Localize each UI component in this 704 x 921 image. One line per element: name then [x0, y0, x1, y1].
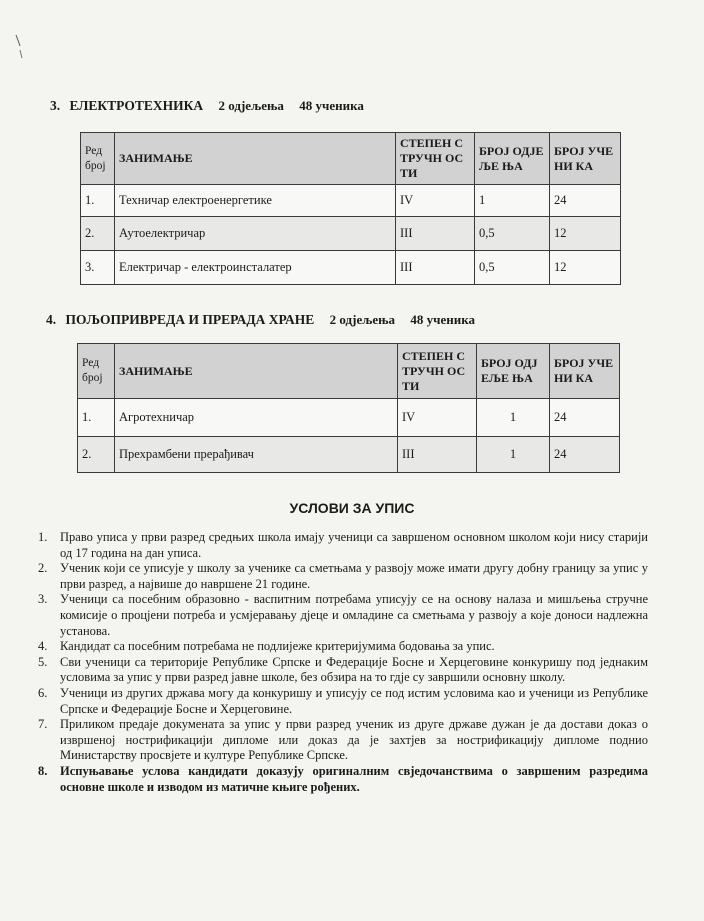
list-item: 3. Ученици са посебним образовно - васпитним потребама уписују се на основу налаза и мишљења стручне комисије о процјени потреба и усмјеравању дјеце и омладине са сметњама у развоју а које доноси надлежна установа.	[38, 592, 648, 638]
cell-students: 12	[550, 251, 621, 285]
cell-occupation: Прехрамбени прерађивач	[115, 437, 398, 473]
section-students: 48 ученика	[299, 98, 364, 113]
col-header-classes: БРОЈ ОДЈЕЉЕ ЊА	[475, 133, 550, 185]
section-classes: 2 одјељења	[218, 98, 284, 113]
section-4-heading	[46, 312, 475, 328]
cell-occupation: Агротехничар	[115, 399, 398, 437]
cell-no: 3.	[81, 251, 115, 285]
col-header-no: Ред број	[78, 344, 115, 399]
table-row	[78, 437, 620, 473]
section-name: ПОЉОПРИВРЕДА И ПРЕРАДА ХРАНЕ	[65, 312, 315, 327]
cell-classes: 0,5	[475, 251, 550, 285]
list-item: 7. Приликом предаје докумената за упис у први разред ученик из друге државе дужан је да достави доказ о извршеној нострификацији дипломе или доказ да је захтјев за нострификацију дипломе поднио Министарству просвјете и културе Републике Српске.	[38, 717, 648, 763]
table-row	[78, 399, 620, 437]
col-header-level: СТЕПЕН СТРУЧН ОСТИ	[398, 344, 477, 399]
cell-no: 1.	[78, 399, 115, 437]
section-number: 4.	[46, 312, 57, 327]
section-name: ЕЛЕКТРОТЕХНИКА	[69, 98, 204, 113]
cell-level: IV	[398, 399, 477, 437]
table-row	[81, 217, 621, 251]
cell-occupation: Аутоелектричар	[115, 217, 396, 251]
table-row	[81, 251, 621, 285]
conditions-title: УСЛОВИ ЗА УПИС	[289, 500, 415, 516]
col-header-no: Ред број	[81, 133, 115, 185]
cell-students: 12	[550, 217, 621, 251]
list-item: 2. Ученик који се уписује у школу за ученике са сметњама у развоју може имати другу добну границу за упис у први разред, а највише до навршене 21 године.	[38, 561, 648, 591]
pen-mark	[14, 34, 24, 60]
col-header-students: БРОЈ УЧЕНИ КА	[550, 344, 620, 399]
cell-classes: 0,5	[475, 217, 550, 251]
list-item: 8. Испуњавање услова кандидати доказују оригиналним свједочанствима о завршеним разредима основне школе и изводом из матичне књиге рођених.	[38, 763, 648, 794]
section-3-table	[80, 132, 621, 285]
cell-level: III	[398, 437, 477, 473]
cell-students: 24	[550, 437, 620, 473]
cell-classes: 1	[477, 437, 550, 473]
cell-students: 24	[550, 185, 621, 217]
conditions-list	[38, 530, 648, 795]
cell-level: III	[396, 251, 475, 285]
cell-no: 1.	[81, 185, 115, 217]
cell-students: 24	[550, 399, 620, 437]
section-4-table	[77, 343, 620, 473]
cell-level: IV	[396, 185, 475, 217]
col-header-classes: БРОЈ ОДЈЕЉЕ ЊА	[477, 344, 550, 399]
cell-classes: 1	[475, 185, 550, 217]
cell-no: 2.	[78, 437, 115, 473]
list-item: 5. Сви ученици са територије Републике Српске и Федерације Босне и Херцеговине конкуришу под једнаким условима за упис у први разред јавне школе, без обзира на то гдје су завршили основну школу.	[38, 654, 648, 685]
table-header-row	[81, 133, 621, 185]
section-3-heading	[50, 98, 364, 114]
col-header-students: БРОЈ УЧЕНИ КА	[550, 133, 621, 185]
list-item: 6. Ученици из других држава могу да конкуришу и уписују се под истим условима као и ученици из Републике Српске и Федерације Босне и Херцеговине.	[38, 685, 648, 716]
list-item: 1. Право уписа у први разред средњих школа имају ученици са завршеном основном школом који нису старији од 17 година на дан уписа.	[38, 530, 648, 560]
cell-classes: 1	[477, 399, 550, 437]
section-number: 3.	[50, 98, 61, 113]
list-item: 4. Кандидат са посебним потребама не подлијеже критеријумима бодовања за упис.	[38, 639, 495, 654]
section-classes: 2 одјељења	[329, 312, 395, 327]
table-row	[81, 185, 621, 217]
cell-occupation: Техничар електроенергетике	[115, 185, 396, 217]
cell-no: 2.	[81, 217, 115, 251]
col-header-occupation: ЗАНИМАЊЕ	[115, 133, 396, 185]
cell-occupation: Електричар - електроинсталатер	[115, 251, 396, 285]
cell-level: III	[396, 217, 475, 251]
table-header-row	[78, 344, 620, 399]
section-students: 48 ученика	[410, 312, 476, 327]
col-header-level: СТЕПЕН СТРУЧН ОСТИ	[396, 133, 475, 185]
col-header-occupation: ЗАНИМАЊЕ	[115, 344, 398, 399]
